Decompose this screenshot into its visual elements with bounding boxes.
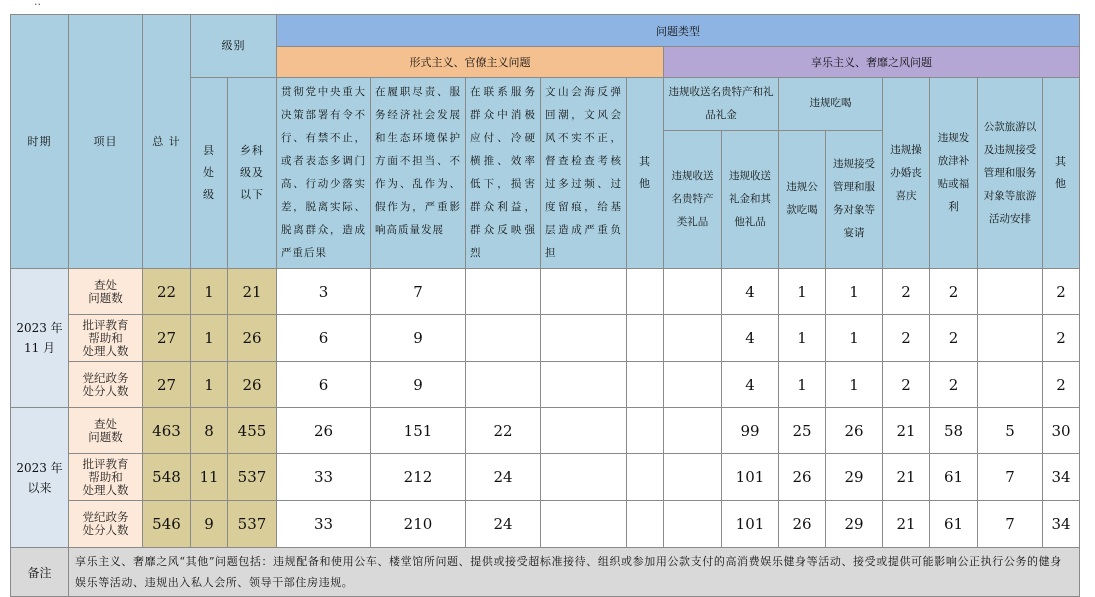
period-cell: 2023 年 11 月 (11, 269, 69, 408)
level-cell: 8 (191, 408, 228, 454)
value-cell: 29 (826, 454, 883, 501)
value-cell: 210 (371, 501, 466, 548)
value-cell: 2 (1043, 362, 1080, 408)
value-cell: 4 (722, 362, 779, 408)
value-cell: 25 (779, 408, 826, 454)
header-period: 时期 (11, 15, 69, 269)
value-cell (978, 362, 1043, 408)
value-cell (664, 454, 722, 501)
value-cell (978, 269, 1043, 315)
value-cell: 9 (371, 315, 466, 362)
header-gift-specialty: 违规收送名贵特产类礼品 (664, 130, 722, 268)
value-cell (466, 315, 541, 362)
value-cell: 24 (466, 454, 541, 501)
value-cell: 7 (371, 269, 466, 315)
header-township-level: 乡科 级及 以下 (228, 78, 277, 269)
value-cell: 101 (722, 454, 779, 501)
value-cell: 1 (826, 269, 883, 315)
value-cell (664, 501, 722, 548)
value-cell (541, 501, 627, 548)
period-cell: 2023 年 以来 (11, 408, 69, 548)
table-row (11, 315, 1080, 362)
header-formalism: 形式主义、官僚主义问题 (277, 47, 664, 78)
value-cell: 2 (883, 362, 930, 408)
value-cell (541, 269, 627, 315)
value-cell (664, 362, 722, 408)
level-cell: 1 (191, 362, 228, 408)
header-eat-public: 违规公款吃喝 (779, 130, 826, 268)
header-formalism-service: 在联系服务群众中消极应付、冷硬横推、效率低下，损害群众利益，群众反映强烈 (466, 78, 541, 269)
header-eat: 违规吃喝 (779, 78, 883, 131)
value-cell: 21 (883, 408, 930, 454)
value-cell (541, 408, 627, 454)
value-cell: 212 (371, 454, 466, 501)
level-cell: 537 (228, 454, 277, 501)
value-cell: 2 (930, 315, 978, 362)
value-cell (627, 269, 664, 315)
level-cell: 537 (228, 501, 277, 548)
value-cell (627, 362, 664, 408)
value-cell (664, 315, 722, 362)
value-cell: 4 (722, 269, 779, 315)
header-eat-banquet: 违规接受管理和服务对象等宴请 (826, 130, 883, 268)
total-cell: 22 (143, 269, 191, 315)
value-cell: 34 (1043, 501, 1080, 548)
level-cell: 1 (191, 269, 228, 315)
value-cell: 21 (883, 454, 930, 501)
item-cell: 批评教育 帮助和 处理人数 (69, 454, 143, 501)
value-cell: 22 (466, 408, 541, 454)
value-cell: 24 (466, 501, 541, 548)
value-cell: 58 (930, 408, 978, 454)
header-subsidy: 违规发放津补贴或福利 (930, 78, 978, 269)
value-cell: 2 (930, 269, 978, 315)
value-cell (541, 454, 627, 501)
discipline-statistics-table (10, 14, 1080, 597)
level-cell: 9 (191, 501, 228, 548)
header-level: 级别 (191, 15, 277, 78)
total-cell: 27 (143, 315, 191, 362)
value-cell (627, 454, 664, 501)
value-cell: 21 (883, 501, 930, 548)
value-cell: 26 (779, 501, 826, 548)
value-cell (466, 269, 541, 315)
total-cell: 548 (143, 454, 191, 501)
header-gift: 违规收送名贵特产和礼品礼金 (664, 78, 779, 131)
value-cell: 61 (930, 454, 978, 501)
table-row (11, 408, 1080, 454)
table-row (11, 501, 1080, 548)
value-cell: 5 (978, 408, 1043, 454)
value-cell (978, 315, 1043, 362)
header-total: 总 计 (143, 15, 191, 269)
value-cell: 1 (779, 269, 826, 315)
header-gift-cash: 违规收送礼金和其他礼品 (722, 130, 779, 268)
value-cell (541, 362, 627, 408)
value-cell: 7 (978, 501, 1043, 548)
value-cell: 6 (277, 315, 371, 362)
remark-row (11, 548, 1080, 597)
total-cell: 463 (143, 408, 191, 454)
level-cell: 1 (191, 315, 228, 362)
header-formalism-meetings: 文山会海反弹回潮，文风会风不实不正，督查检查考核过多过频、过度留痕，给基层造成严重负担 (541, 78, 627, 269)
value-cell: 99 (722, 408, 779, 454)
value-cell: 7 (978, 454, 1043, 501)
header-hedonism: 享乐主义、奢靡之风问题 (664, 47, 1080, 78)
value-cell: 61 (930, 501, 978, 548)
value-cell (627, 501, 664, 548)
value-cell: 33 (277, 501, 371, 548)
item-cell: 党纪政务 处分人数 (69, 362, 143, 408)
total-cell: 546 (143, 501, 191, 548)
header-formalism-duty: 在履职尽责、服务经济社会发展和生态环境保护方面不担当、不作为、乱作为、假作为，严重影响高质量发展 (371, 78, 466, 269)
value-cell (664, 408, 722, 454)
value-cell: 1 (826, 315, 883, 362)
remark-text: 享乐主义、奢靡之风“其他”问题包括：违规配备和使用公车、楼堂馆所问题、提供或接受超标准接待、组织或参加用公款支付的高消费娱乐健身等活动、接受或提供可能影响公正执行公务的健身娱乐等活动、违规出入私人会所、领导干部住房违规。 (69, 548, 1080, 597)
value-cell: 1 (779, 315, 826, 362)
header-problem-type: 问题类型 (277, 15, 1080, 47)
value-cell (627, 315, 664, 362)
value-cell (541, 315, 627, 362)
value-cell (664, 269, 722, 315)
value-cell: 151 (371, 408, 466, 454)
value-cell: 1 (779, 362, 826, 408)
value-cell: 26 (277, 408, 371, 454)
level-cell: 11 (191, 454, 228, 501)
value-cell: 3 (277, 269, 371, 315)
value-cell (466, 362, 541, 408)
level-cell: 26 (228, 362, 277, 408)
header-item: 项目 (69, 15, 143, 269)
header-formalism-other: 其 他 (627, 78, 664, 269)
header-formalism-decisions: 贯彻党中央重大决策部署有令不行、有禁不止，或者表态多调门高、行动少落实差，脱离实际、脱离群众，造成严重后果 (277, 78, 371, 269)
value-cell: 2 (1043, 315, 1080, 362)
value-cell: 30 (1043, 408, 1080, 454)
item-cell: 批评教育 帮助和 处理人数 (69, 315, 143, 362)
value-cell: 33 (277, 454, 371, 501)
total-cell: 27 (143, 362, 191, 408)
value-cell: 2 (883, 315, 930, 362)
value-cell (627, 408, 664, 454)
value-cell: 26 (779, 454, 826, 501)
table-row (11, 269, 1080, 315)
value-cell: 4 (722, 315, 779, 362)
table-row (11, 454, 1080, 501)
item-cell: 党纪政务 处分人数 (69, 501, 143, 548)
value-cell: 2 (1043, 269, 1080, 315)
value-cell: 101 (722, 501, 779, 548)
header-county-level: 县 处 级 (191, 78, 228, 269)
header-travel: 公款旅游以及违规接受管理和服务对象等旅游活动安排 (978, 78, 1043, 269)
header-hedonism-other: 其 他 (1043, 78, 1080, 269)
remark-label: 备注 (11, 548, 69, 597)
table-row (11, 362, 1080, 408)
corner-dots: ·· (34, 0, 41, 11)
item-cell: 查处 问题数 (69, 269, 143, 315)
value-cell: 34 (1043, 454, 1080, 501)
level-cell: 26 (228, 315, 277, 362)
item-cell: 查处 问题数 (69, 408, 143, 454)
header-wedding: 违规操办婚丧喜庆 (883, 78, 930, 269)
value-cell: 2 (883, 269, 930, 315)
value-cell: 9 (371, 362, 466, 408)
value-cell: 26 (826, 408, 883, 454)
level-cell: 21 (228, 269, 277, 315)
level-cell: 455 (228, 408, 277, 454)
value-cell: 1 (826, 362, 883, 408)
value-cell: 6 (277, 362, 371, 408)
value-cell: 29 (826, 501, 883, 548)
value-cell: 2 (930, 362, 978, 408)
